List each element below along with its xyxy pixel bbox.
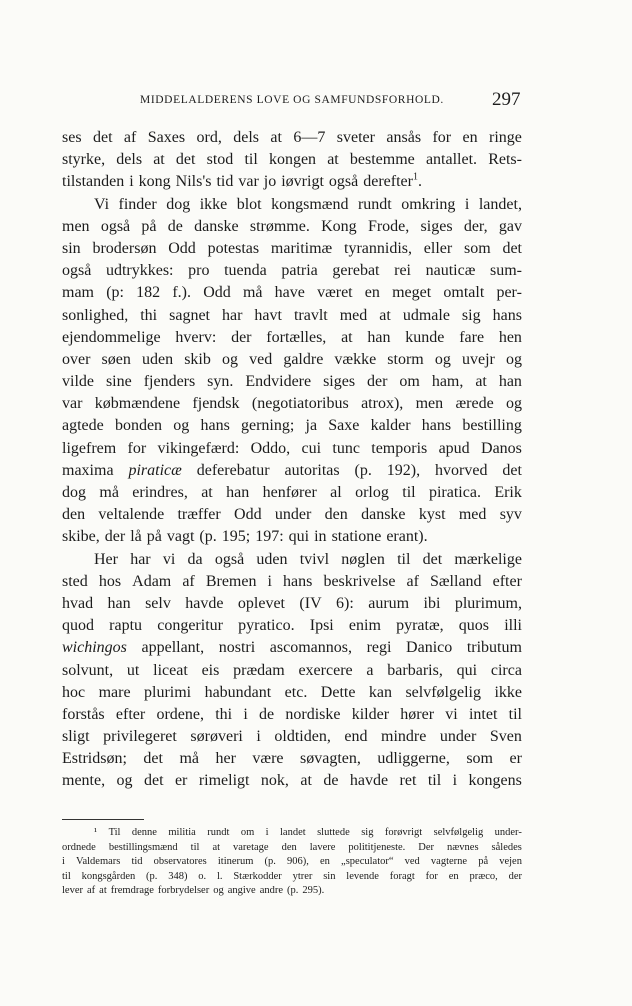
footnote-rule — [62, 819, 144, 820]
text-line: forstås efter ordene, thi i de nordiske kilder hører vi intet til — [62, 705, 522, 723]
text-line: men også på de danske strømme. Kong Frode, siges der, gav — [62, 217, 522, 235]
text-line: også udtrykkes: pro tuenda patria gerebat rei nauticæ sum- — [62, 262, 522, 280]
footnote-line: til kongsgården (p. 348) o. l. Stærkodder ytrer sin levende foragt for en præco, der — [62, 870, 522, 882]
text-line: mente, og det er rimeligt nok, at de havde ret til i kongens — [62, 772, 522, 790]
text-line: sted hos Adam af Bremen i hans beskrivelse af Sælland efter — [62, 572, 522, 590]
text-line: maxima piraticæ deferebatur autoritas (p. 192), hvorved det — [62, 461, 522, 479]
footnote — [62, 826, 522, 899]
text-line: over søen uden skib og ved galdre vække storm og uvejr og — [62, 350, 522, 368]
text-line: skibe, der lå på vagt (p. 195; 197: qui in statione erant). — [62, 528, 428, 546]
header-title: MIDDELALDERENS LOVE OG SAMFUNDSFORHOLD. — [140, 94, 444, 106]
text-line: ses det af Saxes ord, dels at 6—7 sveter ansås for en ringe — [62, 129, 522, 146]
running-header — [0, 90, 632, 114]
footnote-line: ordnede bestillingsmænd til at varetage den lavere polititjeneste. Der nævnes således — [62, 841, 522, 853]
text-line: wichingos appellant, nostri ascomannos, regi Danico tributum — [62, 639, 522, 657]
footnote-marker: 1 — [412, 172, 418, 184]
text-line: ejendommelige hverv: der fortælles, at han kunde fare hen — [62, 328, 522, 346]
text-line: var købmændene fjendsk (negotiatoribus atrox), men ærede og — [62, 395, 522, 413]
text-line: ligefrem for vikingefærd: Oddo, cui tunc temporis apud Danos — [62, 439, 522, 457]
text-line: Vi finder dog ikke blot kongsmænd rundt omkring i landet, — [94, 195, 522, 213]
text-line: vilde sine fjenders syn. Endvidere siges der om ham, at han — [62, 373, 522, 391]
text-line: hoc mare plurimi habundant etc. Dette kan selvfølgelig ikke — [62, 683, 522, 701]
text-line: agtede bonden og hans gerning; ja Saxe kalder hans bestilling — [62, 417, 522, 435]
text-line: styrke, dels at det stod til kongen at bestemme antallet. Rets- — [62, 151, 522, 169]
body-text — [62, 127, 522, 793]
text-line: solvunt, ut liceat eis prædam exercere a barbaris, qui circa — [62, 661, 522, 679]
text-line: den veltalende træffer Odd under den danske kyst med syv — [62, 506, 522, 524]
footnote-line: i Valdemars tid observatores itinerum (p. 906), en „speculator“ ved vagterne på vejen — [62, 856, 522, 868]
text-line: hvad han selv havde oplevet (IV 6): aurum ibi plurimum, — [62, 594, 522, 612]
text-line: tilstanden i kong Nils's tid var jo iøvrigt også derefter$^1$. — [62, 172, 422, 191]
page-number: 297 — [492, 89, 521, 110]
text-line: sligt privilegeret sørøveri i oldtiden, end mindre under Sven — [62, 728, 522, 746]
text-line: Her har vi da også uden tvivl nøglen til det mærkelige — [94, 550, 522, 568]
text-line: quod raptu congeritur pyratico. Ipsi enim pyratæ, quos illi — [62, 617, 522, 635]
footnote-line: ¹ Til denne militia rundt om i landet sluttede sig forøvrigt selvfølgelig under- — [94, 827, 522, 838]
text-line: Estridsøn; det må her være søvagten, udliggerne, som er — [62, 750, 522, 768]
text-line: dog må erindres, at han henfører al orlog til piratica. Erik — [62, 484, 522, 501]
text-line: sonlighed, thi sagnet har havt travlt med at udmale sig hans — [62, 306, 522, 324]
text-line: mam (p: 182 f.). Odd må have været en meget omtalt per- — [62, 284, 522, 302]
footnote-line: lever af at fremdrage forbrydelser og angive andre (p. 295). — [62, 885, 325, 897]
text-line: sin brodersøn Odd potestas maritimæ tyrannidis, eller som det — [62, 239, 522, 257]
